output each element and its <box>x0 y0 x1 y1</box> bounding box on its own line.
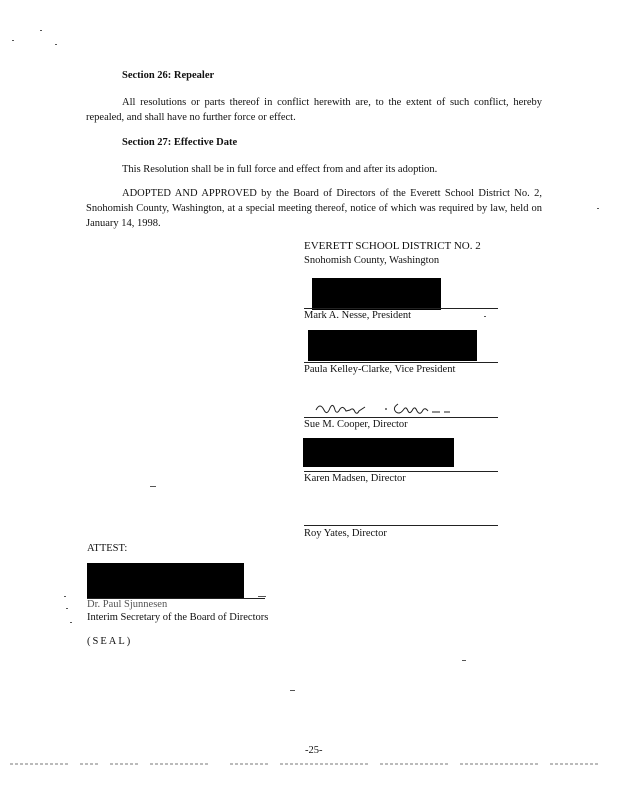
scan-speck <box>70 622 72 623</box>
scan-speck <box>597 208 599 209</box>
scan-speck <box>40 30 42 31</box>
section-26-heading: Section 26: Repealer <box>122 70 215 81</box>
signature-line-madsen <box>304 471 498 472</box>
signature-line-kelley-clarke <box>304 362 498 363</box>
redacted-signature-kelley-clarke <box>308 330 477 361</box>
district-county: Snohomish County, Washington <box>304 255 440 266</box>
scan-speck <box>66 608 68 609</box>
section-27-body: This Resolution shall be in full force and effect from and after its adoption. <box>122 164 438 175</box>
scan-speck <box>64 596 66 597</box>
signature-line-cooper <box>304 417 498 418</box>
section-27-heading: Section 27: Effective Date <box>122 137 238 148</box>
scan-edge-noise <box>0 758 620 770</box>
signatory-yates: Roy Yates, Director <box>304 528 387 539</box>
district-name: EVERETT SCHOOL DISTRICT NO. 2 <box>304 240 481 252</box>
scan-speck <box>258 596 266 597</box>
attest-title: Interim Secretary of the Board of Directors <box>87 612 269 623</box>
redacted-signature-attest <box>87 563 244 598</box>
scan-speck <box>462 660 466 661</box>
scan-speck <box>484 316 486 317</box>
redacted-signature-madsen <box>303 438 454 467</box>
section-26-body: All resolutions or parts thereof in conflict herewith are, to the extent of such conflict, hereby repealed, and shall have no further force or effect. <box>86 97 542 123</box>
signatory-kelley-clarke: Paula Kelley-Clarke, Vice President <box>304 364 456 375</box>
signature-line-nesse <box>304 308 498 309</box>
attest-name: Dr. Paul Sjunnesen <box>87 599 168 610</box>
attest-label: ATTEST: <box>87 543 128 554</box>
signatory-cooper: Sue M. Cooper, Director <box>304 419 408 430</box>
scan-speck <box>150 486 156 487</box>
scan-speck <box>55 44 57 45</box>
seal-label: (SEAL) <box>87 636 133 647</box>
redacted-signature-nesse <box>312 278 441 310</box>
scan-speck <box>290 690 295 691</box>
scan-speck <box>12 40 14 41</box>
signatory-madsen: Karen Madsen, Director <box>304 473 406 484</box>
page-number: -25- <box>305 745 323 756</box>
signature-line-yates <box>304 525 498 526</box>
adoption-paragraph: ADOPTED AND APPROVED by the Board of Directors of the Everett School District No. 2, Snohomish County, Washington, at a special meeting thereof, notice of which was required by law, held on January 14, 1998. <box>86 188 542 229</box>
signatory-nesse: Mark A. Nesse, President <box>304 310 412 321</box>
